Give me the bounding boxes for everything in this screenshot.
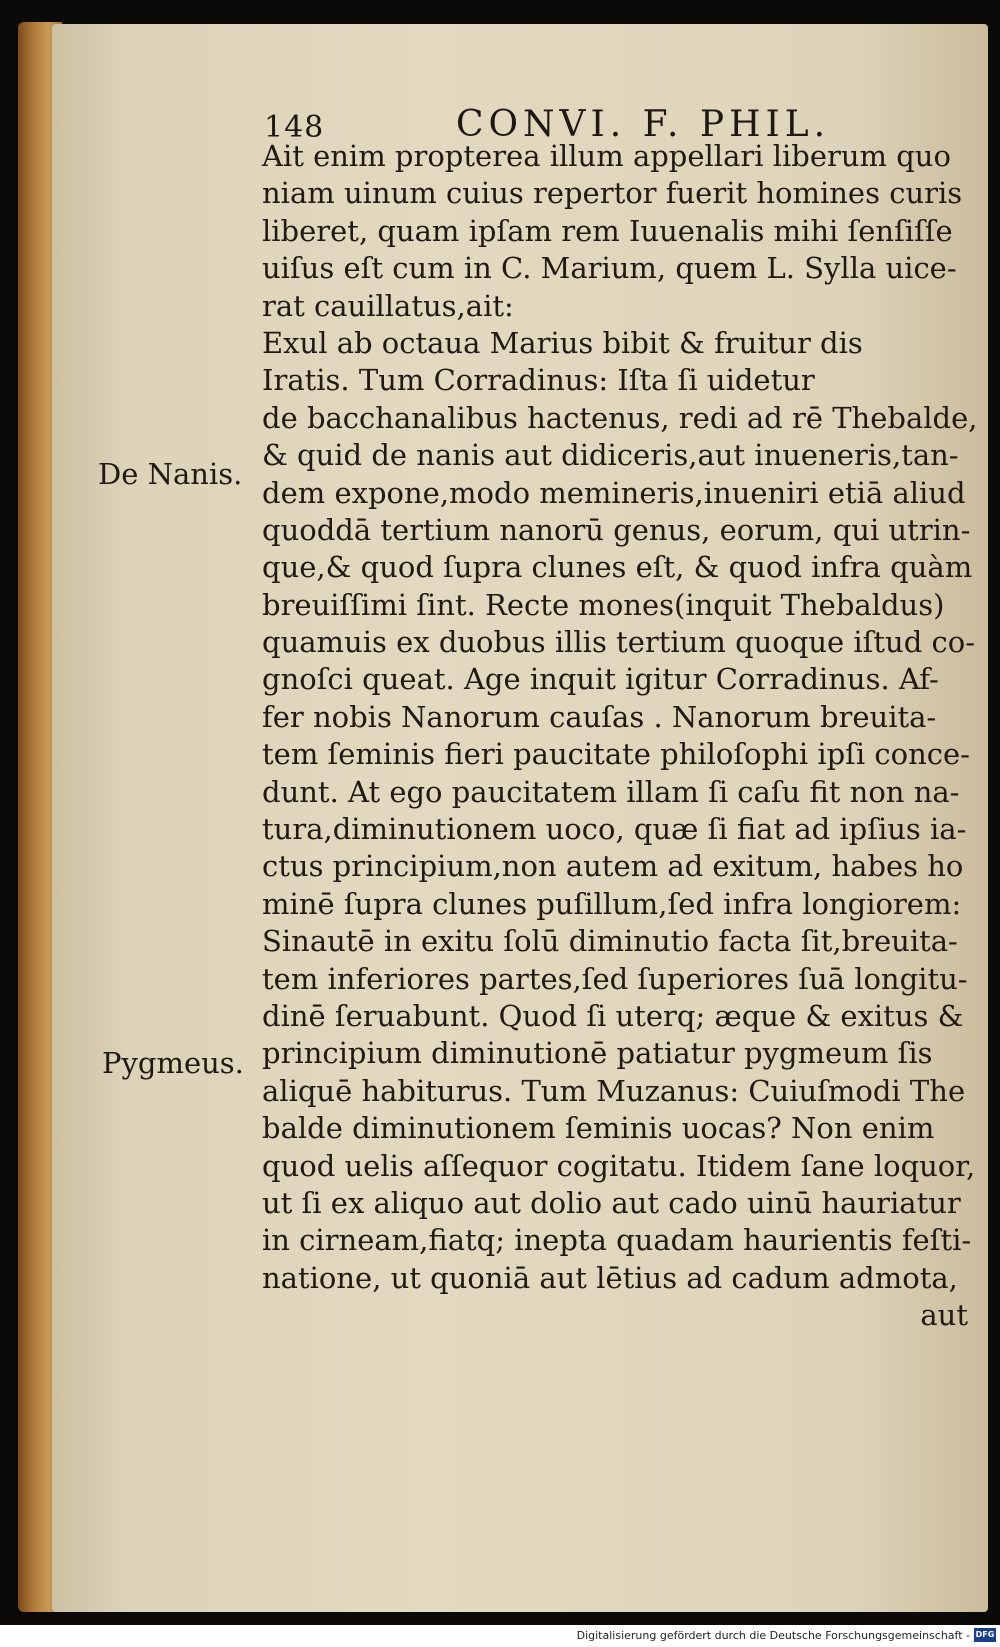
text-line: quoddā tertium nanorū genus, eorum, qui utrin- (262, 512, 971, 547)
running-head: CONVI. F. PHIL. (456, 104, 831, 145)
margin-note-nanis: De Nanis. (98, 457, 243, 491)
text-line: tem inferiores partes,ſed ſuperiores ſuā longitu- (262, 961, 968, 996)
text-line: rat cauillatus,ait: (262, 288, 514, 323)
text-line: Exul ab octaua Marius bibit & fruitur dis (262, 325, 863, 360)
text-line: liberet, quam ipſam rem Iuuenalis mihi ſenſiſſe (262, 213, 953, 248)
text-line: minē ſupra clunes puſillum,ſed infra longiorem: (262, 886, 962, 921)
text-line: tem ſeminis fieri paucitate philoſophi ipſi conce- (262, 737, 970, 772)
text-line: gnoſci queat. Age inquit igitur Corradinus. Af- (262, 662, 939, 697)
text-line: fer nobis Nanorum cauſas . Nanorum breuita- (262, 699, 937, 734)
text-line: natione, ut quoniā aut lētius ad cadum admota, (262, 1260, 958, 1295)
text-line: tura,diminutionem uoco, quæ ſi fiat ad ipſius ia- (262, 812, 967, 847)
text-line: aliquē habiturus. Tum Muzanus: Cuiuſmodi The (262, 1073, 966, 1108)
text-line: niam uinum cuius repertor fuerit homines curis (262, 176, 963, 211)
text-line: que,& quod ſupra clunes eſt, & quod infra quàm (262, 550, 973, 585)
text-line: dunt. At ego paucitatem illam ſi caſu fit non na- (262, 774, 960, 809)
text-line: & quid de nanis aut didiceris,aut inueneris,tan- (262, 438, 959, 473)
text-line: uiſus eſt cum in C. Marium, quem L. Sylla uice- (262, 251, 957, 286)
text-line: breuiſſimi ſint. Recte mones(inquit Thebaldus) (262, 587, 945, 622)
text-line: Ait enim propterea illum appellari liberum quo (262, 139, 951, 173)
text-line: Iratis. Tum Corradinus: Iſta ſi uidetur (262, 363, 815, 398)
text-line: ut ſi ex aliquo aut dolio aut cado uinū hauriatur (262, 1185, 961, 1220)
catchword: aut (920, 1298, 968, 1333)
text-line: dinē ſeruabunt. Quod ſi uterq; æque & exitus & (262, 998, 964, 1033)
text-line: principium diminutionē patiatur pygmeum ſis (262, 1036, 933, 1071)
text-line: quamuis ex duobus illis tertium quoque iſtud co- (262, 625, 976, 660)
page-number: 148 (264, 110, 325, 145)
text-line: de bacchanalibus hactenus, redi ad rē Thebalde, (262, 400, 978, 435)
margin-note-pygmeus: Pygmeus. (102, 1046, 244, 1080)
body-text (262, 138, 978, 1335)
funding-credit: Digitalisierung gefördert durch die Deutsche Forschungsgemeinschaft - (576, 1629, 970, 1642)
text-line: Sinautē in exitu ſolū diminutio facta ſit,breuita- (262, 924, 958, 959)
text-line: balde diminutionem ſeminis uocas? Non enim (262, 1111, 935, 1146)
footer-bar (0, 1625, 1000, 1647)
text-line: quod uelis aſſequor cogitatu. Itidem ſane loquor, (262, 1148, 976, 1183)
text-line: in cirneam,fiatq; inepta quadam haurientis feſti- (262, 1223, 972, 1258)
dfg-logo: DFG (974, 1628, 996, 1642)
text-line: dem expone,modo memineris,inueniri etiā aliud (262, 475, 966, 510)
text-line: ctus principium,non autem ad exitum, habes ho (262, 849, 964, 884)
